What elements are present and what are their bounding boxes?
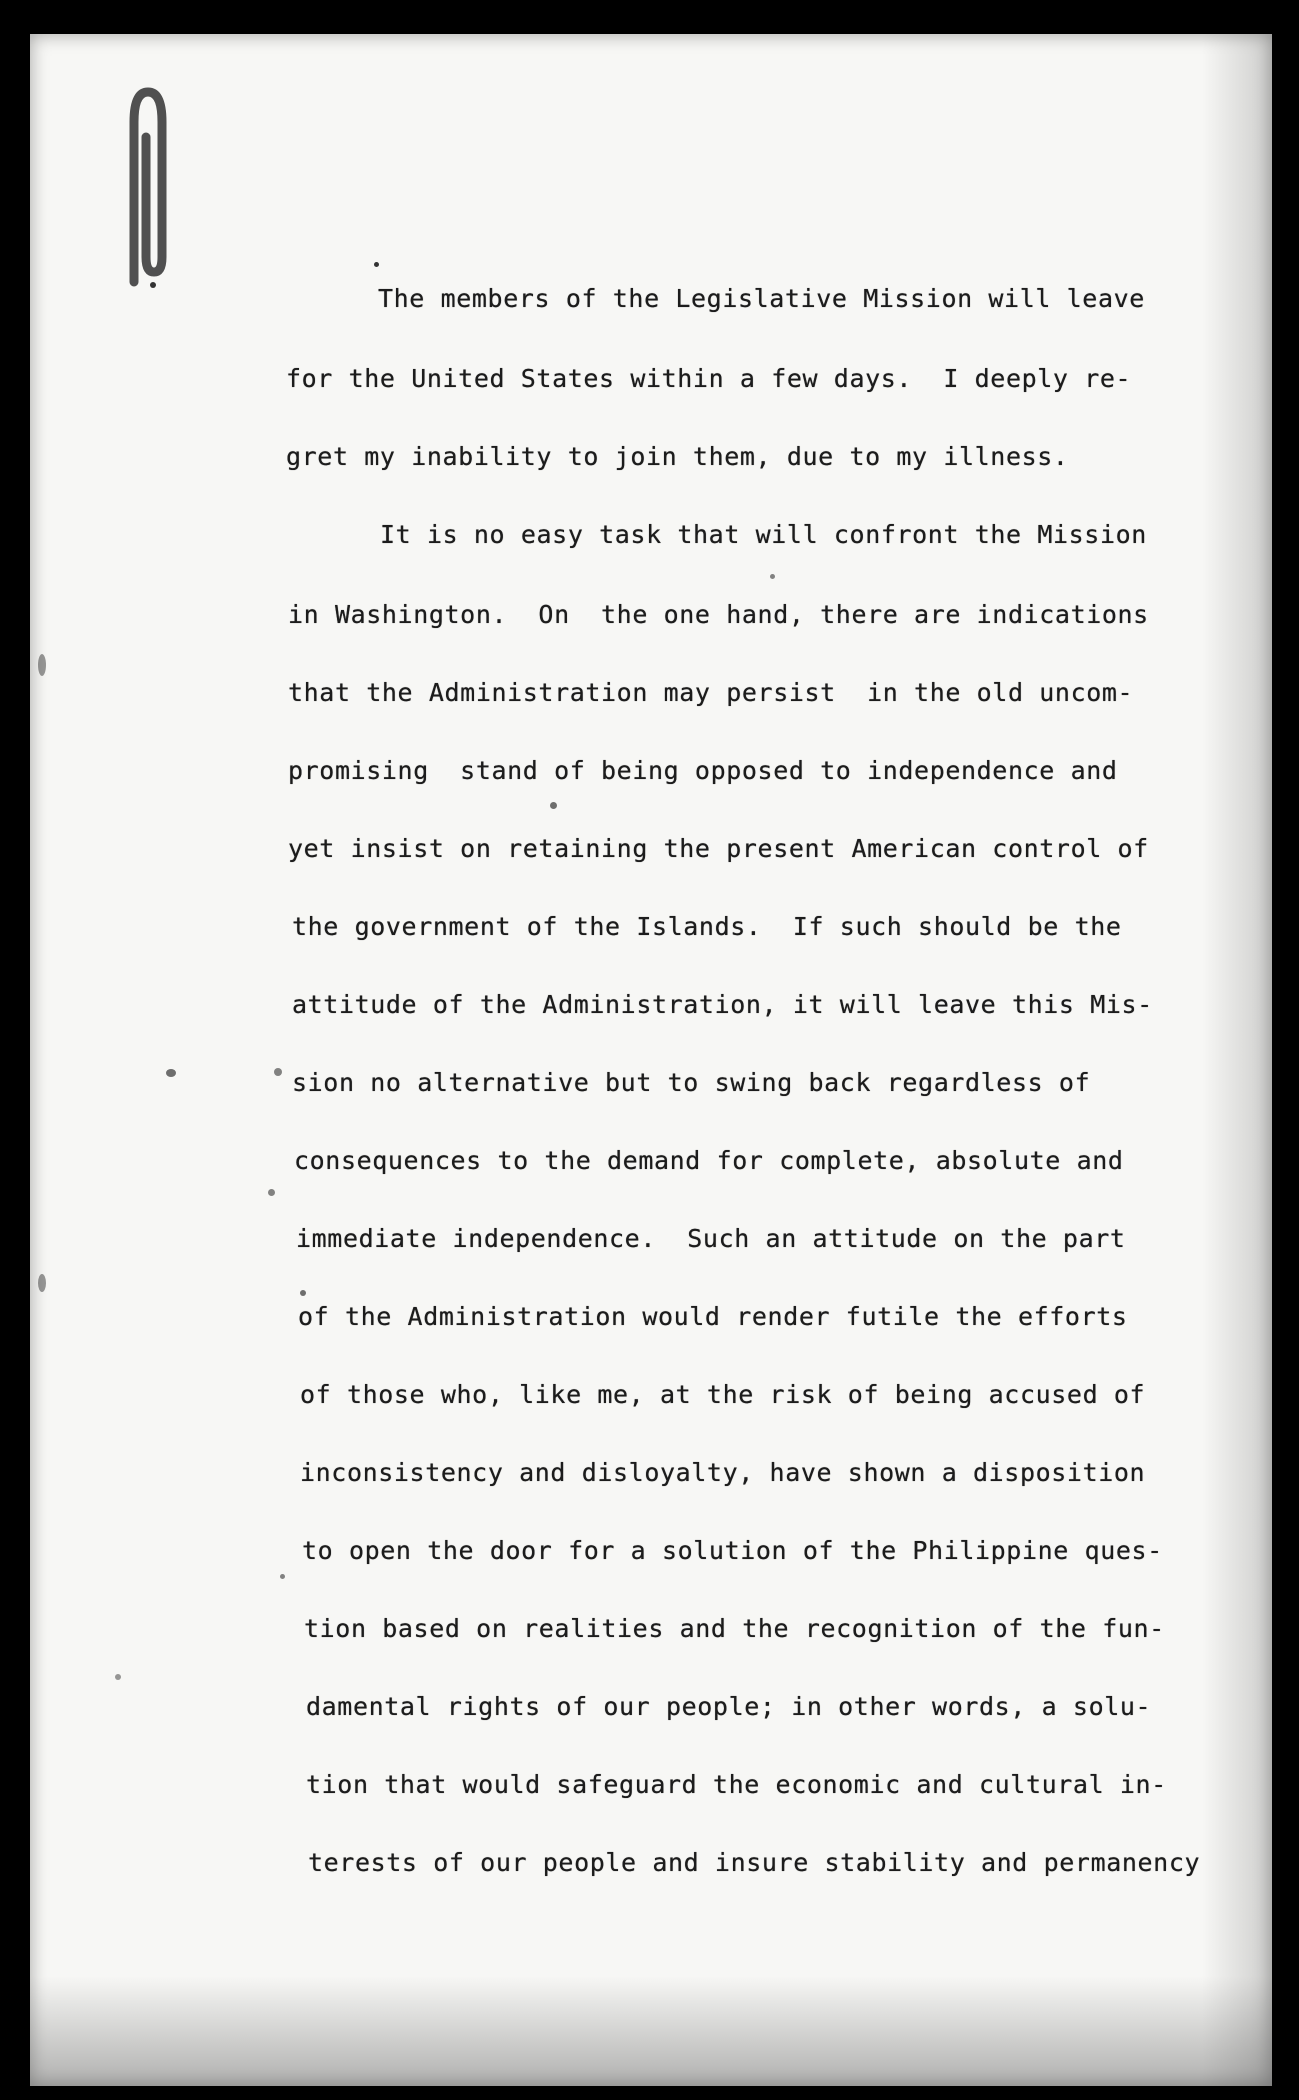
text-line: to open the door for a solution of the Philippine ques-: [302, 1536, 1163, 1565]
text-line: yet insist on retaining the present American control of: [288, 834, 1149, 863]
text-line: gret my inability to join them, due to my illness.: [286, 442, 1069, 471]
text-line: consequences to the demand for complete, absolute and: [294, 1146, 1124, 1175]
text-line: that the Administration may persist in the old uncom-: [288, 678, 1134, 707]
text-line: in Washington. On the one hand, there are indications: [288, 600, 1149, 629]
text-line: tion based on realities and the recognition of the fun-: [304, 1614, 1165, 1643]
text-line: of those who, like me, at the risk of being accused of: [300, 1380, 1146, 1409]
text-line: It is no easy task that will confront the Mission: [380, 520, 1147, 549]
text-line: the government of the Islands. If such should be the: [292, 912, 1122, 941]
text-line: promising stand of being opposed to independence and: [288, 756, 1118, 785]
typed-letter-body: [30, 34, 1272, 2086]
document-page: [30, 34, 1272, 2086]
text-line: sion no alternative but to swing back regardless of: [292, 1068, 1091, 1097]
text-line: immediate independence. Such an attitude on the part: [296, 1224, 1126, 1253]
text-line: for the United States within a few days. I deeply re-: [286, 364, 1132, 393]
text-line: The members of the Legislative Mission will leave: [378, 284, 1145, 313]
text-line: inconsistency and disloyalty, have shown a disposition: [300, 1458, 1146, 1487]
text-line: of the Administration would render futile the efforts: [298, 1302, 1128, 1331]
text-line: terests of our people and insure stability and permanency: [308, 1848, 1201, 1877]
text-line: tion that would safeguard the economic and cultural in-: [306, 1770, 1167, 1799]
text-line: attitude of the Administration, it will leave this Mis-: [292, 990, 1153, 1019]
text-line: damental rights of our people; in other words, a solu-: [306, 1692, 1152, 1721]
